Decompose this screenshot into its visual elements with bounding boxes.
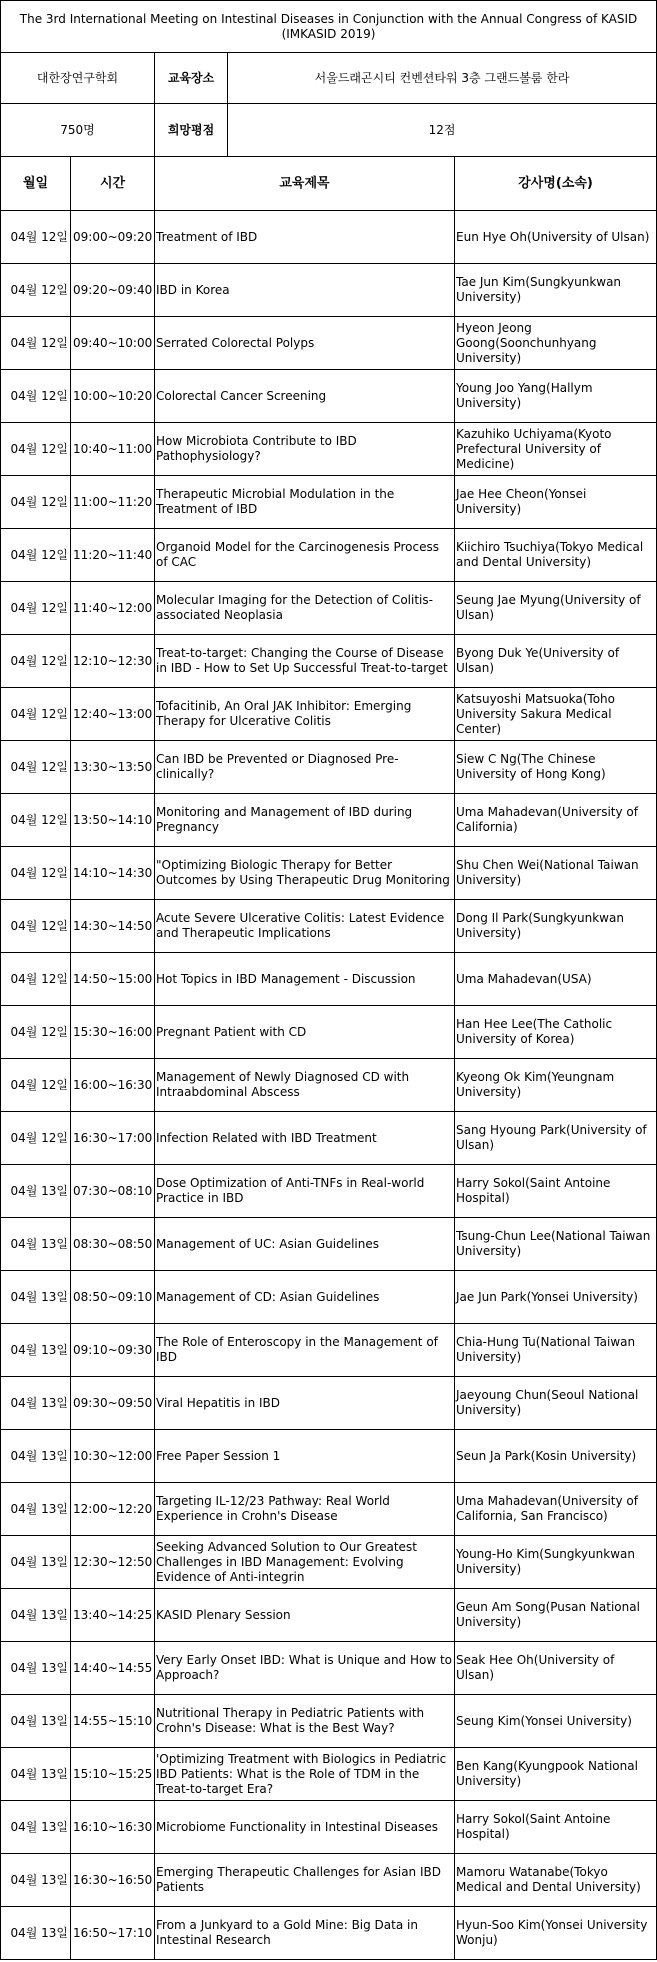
session-topic: Microbiome Functionality in Intestinal Diseases: [155, 1801, 455, 1854]
session-date: 04월 12일: [1, 317, 71, 370]
table-row: [1, 317, 657, 370]
location-value: 서울드래곤시티 컨벤션타워 3층 그랜드볼룸 한라: [228, 53, 657, 104]
table-row: [1, 794, 657, 847]
session-date: 04월 13일: [1, 1377, 71, 1430]
session-topic: 'Optimizing Treatment with Biologics in Pediatric IBD Patients: What is the Role of TDM in the Treat-to-target Era?: [155, 1748, 455, 1801]
session-topic: Dose Optimization of Anti-TNFs in Real-world Practice in IBD: [155, 1165, 455, 1218]
session-date: 04월 13일: [1, 1430, 71, 1483]
session-time: 14:50~15:00: [71, 953, 155, 1006]
session-date: 04월 12일: [1, 529, 71, 582]
header-speaker: 강사명(소속): [455, 157, 657, 211]
table-row: [1, 1854, 657, 1907]
session-topic: Infection Related with IBD Treatment: [155, 1112, 455, 1165]
table-row: [1, 529, 657, 582]
session-time: 11:40~12:00: [71, 582, 155, 635]
session-time: 12:10~12:30: [71, 635, 155, 688]
session-speaker: Chia-Hung Tu(National Taiwan University): [455, 1324, 657, 1377]
table-row: [1, 1006, 657, 1059]
session-topic: Nutritional Therapy in Pediatric Patients with Crohn's Disease: What is the Best Way?: [155, 1695, 455, 1748]
session-speaker: Young Joo Yang(Hallym University): [455, 370, 657, 423]
session-date: 04월 12일: [1, 1059, 71, 1112]
session-topic: Seeking Advanced Solution to Our Greatest Challenges in IBD Management: Evolving Evidence of Anti-integrin: [155, 1536, 455, 1589]
session-time: 16:00~16:30: [71, 1059, 155, 1112]
header-date: 월일: [1, 157, 71, 211]
table-row: [1, 476, 657, 529]
session-speaker: Jae Jun Park(Yonsei University): [455, 1271, 657, 1324]
session-time: 09:20~09:40: [71, 264, 155, 317]
session-date: 04월 12일: [1, 900, 71, 953]
session-date: 04월 12일: [1, 582, 71, 635]
session-date: 04월 12일: [1, 794, 71, 847]
session-date: 04월 12일: [1, 847, 71, 900]
session-time: 14:30~14:50: [71, 900, 155, 953]
session-speaker: Harry Sokol(Saint Antoine Hospital): [455, 1165, 657, 1218]
header-topic: 교육제목: [155, 157, 455, 211]
capacity: 750명: [1, 104, 155, 157]
table-row: [1, 635, 657, 688]
session-topic: Management of CD: Asian Guidelines: [155, 1271, 455, 1324]
session-speaker: Young-Ho Kim(Sungkyunkwan University): [455, 1536, 657, 1589]
session-date: 04월 12일: [1, 688, 71, 741]
session-speaker: Seak Hee Oh(University of Ulsan): [455, 1642, 657, 1695]
table-row: [1, 264, 657, 317]
session-speaker: Uma Mahadevan(University of California, San Francisco): [455, 1483, 657, 1536]
session-speaker: Hyeon Jeong Goong(Soonchunhyang University): [455, 317, 657, 370]
session-date: 04월 13일: [1, 1324, 71, 1377]
session-time: 09:10~09:30: [71, 1324, 155, 1377]
session-time: 12:30~12:50: [71, 1536, 155, 1589]
session-date: 04월 13일: [1, 1854, 71, 1907]
session-time: 14:40~14:55: [71, 1642, 155, 1695]
session-speaker: Katsuyoshi Matsuoka(Toho University Sakura Medical Center): [455, 688, 657, 741]
table-row: [1, 1536, 657, 1589]
session-topic: Serrated Colorectal Polyps: [155, 317, 455, 370]
session-speaker: Dong Il Park(Sungkyunkwan University): [455, 900, 657, 953]
credit-label: 희망평점: [155, 104, 228, 157]
table-row: [1, 953, 657, 1006]
session-topic: Management of Newly Diagnosed CD with Intraabdominal Abscess: [155, 1059, 455, 1112]
session-date: 04월 12일: [1, 370, 71, 423]
session-speaker: Uma Mahadevan(University of California): [455, 794, 657, 847]
session-topic: The Role of Enteroscopy in the Management of IBD: [155, 1324, 455, 1377]
table-row: [1, 1271, 657, 1324]
session-speaker: Seun Ja Park(Kosin University): [455, 1430, 657, 1483]
session-time: 10:40~11:00: [71, 423, 155, 476]
session-speaker: Jaeyoung Chun(Seoul National University): [455, 1377, 657, 1430]
session-topic: Management of UC: Asian Guidelines: [155, 1218, 455, 1271]
session-time: 16:30~17:00: [71, 1112, 155, 1165]
session-time: 08:30~08:50: [71, 1218, 155, 1271]
session-date: 04월 12일: [1, 635, 71, 688]
table-row: [1, 370, 657, 423]
session-speaker: Kyeong Ok Kim(Yeungnam University): [455, 1059, 657, 1112]
table-row: [1, 900, 657, 953]
session-topic: Pregnant Patient with CD: [155, 1006, 455, 1059]
session-speaker: Ben Kang(Kyungpook National University): [455, 1748, 657, 1801]
session-topic: Very Early Onset IBD: What is Unique and How to Approach?: [155, 1642, 455, 1695]
location-label: 교육장소: [155, 53, 228, 104]
table-row: [1, 688, 657, 741]
table-row: [1, 1748, 657, 1801]
session-topic: Tofacitinib, An Oral JAK Inhibitor: Emerging Therapy for Ulcerative Colitis: [155, 688, 455, 741]
session-topic: Colorectal Cancer Screening: [155, 370, 455, 423]
session-date: 04월 12일: [1, 1006, 71, 1059]
session-time: 12:00~12:20: [71, 1483, 155, 1536]
session-date: 04월 12일: [1, 264, 71, 317]
session-date: 04월 13일: [1, 1271, 71, 1324]
session-time: 14:10~14:30: [71, 847, 155, 900]
table-row: [1, 1589, 657, 1642]
session-time: 12:40~13:00: [71, 688, 155, 741]
session-date: 04월 12일: [1, 953, 71, 1006]
session-speaker: Siew C Ng(The Chinese University of Hong Kong): [455, 741, 657, 794]
session-speaker: Hyun-Soo Kim(Yonsei University Wonju): [455, 1907, 657, 1960]
session-date: 04월 13일: [1, 1483, 71, 1536]
session-date: 04월 13일: [1, 1642, 71, 1695]
session-speaker: Sang Hyoung Park(University of Ulsan): [455, 1112, 657, 1165]
table-row: [1, 1801, 657, 1854]
session-speaker: Tae Jun Kim(Sungkyunkwan University): [455, 264, 657, 317]
session-date: 04월 13일: [1, 1218, 71, 1271]
session-time: 16:50~17:10: [71, 1907, 155, 1960]
session-date: 04월 13일: [1, 1536, 71, 1589]
session-date: 04월 13일: [1, 1907, 71, 1960]
session-topic: Treat-to-target: Changing the Course of Disease in IBD - How to Set Up Successful Treat-to-target: [155, 635, 455, 688]
session-topic: Molecular Imaging for the Detection of Colitis-associated Neoplasia: [155, 582, 455, 635]
session-topic: Treatment of IBD: [155, 211, 455, 264]
table-row: [1, 1324, 657, 1377]
session-speaker: Byong Duk Ye(University of Ulsan): [455, 635, 657, 688]
session-date: 04월 13일: [1, 1801, 71, 1854]
session-date: 04월 13일: [1, 1165, 71, 1218]
session-time: 08:50~09:10: [71, 1271, 155, 1324]
table-row: [1, 1907, 657, 1960]
session-time: 16:30~16:50: [71, 1854, 155, 1907]
session-time: 09:30~09:50: [71, 1377, 155, 1430]
session-time: 13:50~14:10: [71, 794, 155, 847]
session-speaker: Seung Kim(Yonsei University): [455, 1695, 657, 1748]
session-date: 04월 13일: [1, 1695, 71, 1748]
session-time: 10:30~12:00: [71, 1430, 155, 1483]
table-row: [1, 741, 657, 794]
session-speaker: Uma Mahadevan(USA): [455, 953, 657, 1006]
session-time: 09:00~09:20: [71, 211, 155, 264]
session-topic: How Microbiota Contribute to IBD Pathophysiology?: [155, 423, 455, 476]
table-row: [1, 211, 657, 264]
table-row: [1, 582, 657, 635]
session-topic: IBD in Korea: [155, 264, 455, 317]
session-speaker: Kiichiro Tsuchiya(Tokyo Medical and Dental University): [455, 529, 657, 582]
session-time: 10:00~10:20: [71, 370, 155, 423]
session-date: 04월 12일: [1, 211, 71, 264]
session-topic: Can IBD be Prevented or Diagnosed Pre-clinically?: [155, 741, 455, 794]
session-time: 13:40~14:25: [71, 1589, 155, 1642]
session-time: 16:10~16:30: [71, 1801, 155, 1854]
session-speaker: Jae Hee Cheon(Yonsei University): [455, 476, 657, 529]
session-topic: Free Paper Session 1: [155, 1430, 455, 1483]
session-date: 04월 13일: [1, 1748, 71, 1801]
table-row: [1, 1165, 657, 1218]
table-row: [1, 1695, 657, 1748]
session-topic: Hot Topics in IBD Management - Discussion: [155, 953, 455, 1006]
session-speaker: Eun Hye Oh(University of Ulsan): [455, 211, 657, 264]
table-row: [1, 1430, 657, 1483]
session-topic: Acute Severe Ulcerative Colitis: Latest Evidence and Therapeutic Implications: [155, 900, 455, 953]
session-speaker: Kazuhiko Uchiyama(Kyoto Prefectural University of Medicine): [455, 423, 657, 476]
session-speaker: Harry Sokol(Saint Antoine Hospital): [455, 1801, 657, 1854]
credit-value: 12점: [228, 104, 657, 157]
session-date: 04월 12일: [1, 423, 71, 476]
event-title: The 3rd International Meeting on Intestinal Diseases in Conjunction with the Annual Congress of KASID (IMKASID 2019): [1, 1, 657, 53]
session-date: 04월 13일: [1, 1589, 71, 1642]
table-row: [1, 847, 657, 900]
session-speaker: Tsung-Chun Lee(National Taiwan University): [455, 1218, 657, 1271]
session-topic: Viral Hepatitis in IBD: [155, 1377, 455, 1430]
session-speaker: Shu Chen Wei(National Taiwan University): [455, 847, 657, 900]
session-topic: From a Junkyard to a Gold Mine: Big Data in Intestinal Research: [155, 1907, 455, 1960]
session-time: 07:30~08:10: [71, 1165, 155, 1218]
session-speaker: Han Hee Lee(The Catholic University of Korea): [455, 1006, 657, 1059]
table-row: [1, 1059, 657, 1112]
header-time: 시간: [71, 157, 155, 211]
table-row: [1, 1483, 657, 1536]
session-time: 14:55~15:10: [71, 1695, 155, 1748]
session-time: 15:10~15:25: [71, 1748, 155, 1801]
table-row: [1, 1112, 657, 1165]
table-row: [1, 423, 657, 476]
session-speaker: Seung Jae Myung(University of Ulsan): [455, 582, 657, 635]
session-speaker: Mamoru Watanabe(Tokyo Medical and Dental University): [455, 1854, 657, 1907]
session-time: 11:20~11:40: [71, 529, 155, 582]
session-topic: Targeting IL-12/23 Pathway: Real World Experience in Crohn's Disease: [155, 1483, 455, 1536]
session-topic: "Optimizing Biologic Therapy for Better Outcomes by Using Therapeutic Drug Monitoring: [155, 847, 455, 900]
session-topic: Organoid Model for the Carcinogenesis Process of CAC: [155, 529, 455, 582]
session-topic: Therapeutic Microbial Modulation in the Treatment of IBD: [155, 476, 455, 529]
session-time: 15:30~16:00: [71, 1006, 155, 1059]
session-date: 04월 12일: [1, 741, 71, 794]
session-time: 13:30~13:50: [71, 741, 155, 794]
table-row: [1, 1377, 657, 1430]
session-speaker: Geun Am Song(Pusan National University): [455, 1589, 657, 1642]
session-time: 09:40~10:00: [71, 317, 155, 370]
session-topic: Emerging Therapeutic Challenges for Asian IBD Patients: [155, 1854, 455, 1907]
organizer: 대한장연구학회: [1, 53, 155, 104]
session-date: 04월 12일: [1, 1112, 71, 1165]
session-date: 04월 12일: [1, 476, 71, 529]
session-time: 11:00~11:20: [71, 476, 155, 529]
session-topic: KASID Plenary Session: [155, 1589, 455, 1642]
table-row: [1, 1218, 657, 1271]
session-topic: Monitoring and Management of IBD during Pregnancy: [155, 794, 455, 847]
table-row: [1, 1642, 657, 1695]
